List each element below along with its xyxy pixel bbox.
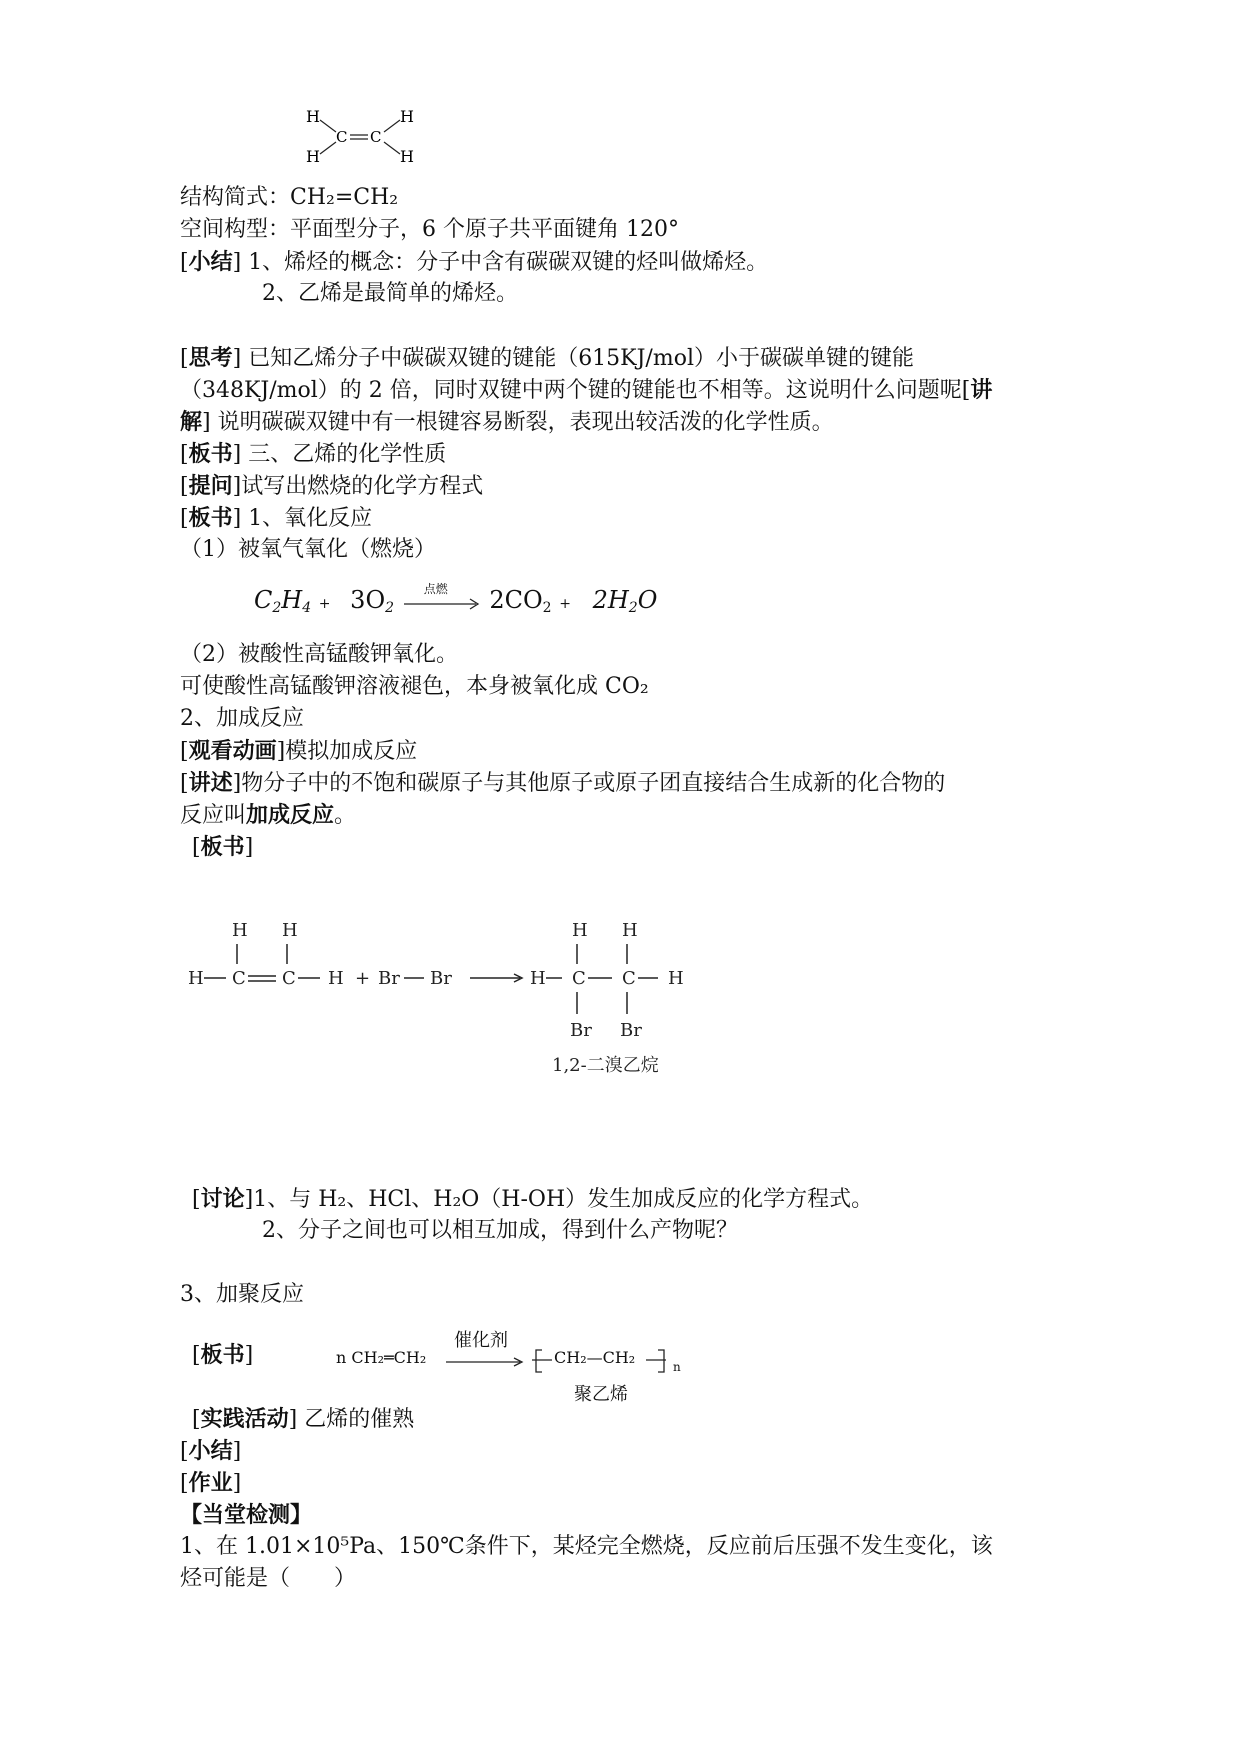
board2-text: 1、氧化反应 [248, 506, 373, 531]
addition-board-line: [板书] [192, 834, 254, 860]
explain-line1: [讲述]物分子中的不饱和碳原子与其他原子或原子团直接结合生成新的化合物的 [180, 770, 946, 796]
summary1-item2: 2、乙烯是最简单的烯烃。 [262, 281, 518, 306]
structural-formula-line [180, 183, 398, 213]
check-q1-line1: 1、在 1.01×10⁵Pa、150℃条件下，某烃完全燃烧，反应前后压强不发生变化，该 [180, 1534, 993, 1559]
eq-c-sub: 2 [272, 600, 282, 616]
svg-text:H: H [668, 968, 684, 989]
geometry-label: 空间构型： [180, 217, 291, 242]
addition-board-tag: 板书 [200, 834, 245, 860]
question-text: 试写出燃烧的化学方程式 [241, 474, 484, 499]
polyethylene-name: 聚乙烯 [574, 1384, 628, 1405]
polymerization-equation [336, 1326, 716, 1406]
eq-o2-sub: 2 [385, 600, 395, 616]
svg-text:C: C [622, 968, 636, 989]
think-tag: 思考 [188, 345, 233, 371]
geometry-line [180, 215, 679, 245]
practice-text: 乙烯的催熟 [304, 1407, 415, 1432]
polymer-catalyst: 催化剂 [454, 1330, 508, 1351]
board2-tag: 板书 [188, 505, 233, 531]
eq-plus2: + [559, 596, 571, 612]
discussion-item2: 2、分子之间也可以相互加成，得到什么产物呢？ [262, 1218, 738, 1243]
svg-text:Br: Br [378, 968, 400, 989]
watch-line: [观看动画]模拟加成反应 [180, 738, 418, 764]
polymer-product: CH₂—CH₂ [554, 1348, 636, 1367]
polymer-reactant: n CH₂═CH₂ [336, 1348, 427, 1367]
practice-tag: 实践活动 [200, 1406, 289, 1432]
atom-c-left: C [336, 128, 348, 146]
structural-formula: CH₂=CH₂ [290, 185, 399, 210]
svg-text:H: H [622, 920, 638, 941]
svg-text:H: H [282, 920, 298, 941]
summary1-item1: [小结] 1、烯烃的概念：分子中含有碳碳双键的烃叫做烯烃。 [180, 249, 769, 275]
explain-tag: 讲述 [188, 770, 233, 796]
discussion-item1-text: 1、与 H₂、HCl、H₂O（H-OH）发生加成反应的化学方程式。 [253, 1187, 874, 1212]
practice-line: [实践活动] 乙烯的催熟 [192, 1406, 415, 1432]
explain-tag-part1: 讲 [970, 377, 993, 403]
eq-h-sub: 4 [302, 600, 312, 616]
explain-line2 [180, 800, 356, 831]
eq-h2o-sub: 2 [628, 600, 638, 616]
eq-condition: 点燃 [423, 581, 448, 596]
geometry-text: 平面型分子，6 个原子共平面键角 120° [290, 217, 679, 242]
eq-c: C [254, 586, 273, 614]
think-line2 [180, 375, 992, 406]
board1-text: 三、乙烯的化学性质 [248, 442, 447, 467]
summary2-tag: 小结 [188, 1438, 233, 1464]
discussion-item1: [讨论]1、与 H₂、HCl、H₂O（H-OH）发生加成反应的化学方程式。 [192, 1186, 874, 1212]
polymer-bracket-left [530, 1346, 554, 1376]
board1-line: [板书] 三、乙烯的化学性质 [180, 441, 447, 467]
discussion-tag: 讨论 [200, 1186, 245, 1212]
oxidation-sub2-detail: 可使酸性高锰酸钾溶液褪色，本身被氧化成 CO₂ [180, 674, 649, 699]
eq-arrow [402, 581, 482, 612]
eq-h2o-o: O [637, 586, 658, 614]
think-line3 [180, 407, 834, 438]
question-tag: 提问 [188, 473, 233, 499]
polymer-arrow [446, 1356, 526, 1368]
think-line1: [思考] 已知乙烯分子中碳碳双键的键能（615KJ/mol）小于碳碳单键的键能 [180, 345, 914, 371]
svg-text:H: H [328, 968, 344, 989]
ethylene-structure-diagram [300, 104, 430, 168]
svg-text:+: + [355, 968, 371, 989]
svg-text:Br: Br [620, 1020, 642, 1041]
svg-text:Br: Br [430, 968, 452, 989]
svg-text:H: H [232, 920, 248, 941]
atom-c-right: C [370, 128, 382, 146]
explain-line1-text: 物分子中的不饱和碳原子与其他原子或原子团直接结合生成新的化合物的 [241, 771, 946, 796]
eq-h: H [281, 586, 303, 614]
board1-tag: 板书 [188, 441, 233, 467]
watch-text: 模拟加成反应 [285, 739, 418, 764]
think-line3-text: ] 说明碳碳双键中有一根键容易断裂，表现出较活泼的化学性质。 [202, 410, 834, 435]
svg-text:C: C [282, 968, 296, 989]
polymer-board-tag: 板书 [200, 1342, 245, 1368]
summary2-line: [小结] [180, 1438, 242, 1464]
addition-title: 2、加成反应 [180, 706, 304, 731]
polymer-n: n [673, 1360, 681, 1374]
watch-tag: 观看动画 [188, 738, 277, 764]
atom-h-bottom-left: H [306, 147, 320, 166]
svg-text:Br: Br [570, 1020, 592, 1041]
oxidation-sub1: （1）被氧气氧化（燃烧） [180, 537, 436, 562]
polymerization-title: 3、加聚反应 [180, 1282, 304, 1307]
atom-h-top-left: H [306, 107, 320, 126]
svg-text:H: H [572, 920, 588, 941]
homework-line: [作业] [180, 1470, 242, 1496]
eq-o2: 3O [350, 586, 386, 614]
eq-co2-sub: 2 [542, 600, 552, 616]
board2-line: [板书] 1、氧化反应 [180, 505, 373, 531]
think-line1-text: 已知乙烯分子中碳碳双键的键能（615KJ/mol）小于碳碳单键的键能 [248, 346, 914, 371]
eq-h2o-h: 2H [592, 586, 629, 614]
oxidation-sub2: （2）被酸性高锰酸钾氧化。 [180, 642, 458, 667]
summary1-item1-text: 1、烯烃的概念：分子中含有碳碳双键的烃叫做烯烃。 [248, 250, 769, 275]
dibromoethane-name: 1,2-二溴乙烷 [552, 1055, 659, 1076]
svg-text:H: H [530, 968, 546, 989]
svg-text:H: H [188, 968, 204, 989]
atom-h-top-right: H [400, 107, 414, 126]
homework-tag: 作业 [188, 1470, 233, 1496]
check-title: 【当堂检测】 [180, 1502, 313, 1528]
think-line2-text: （348KJ/mol）的 2 倍，同时双键中两个键的键能也不相等。这说明什么问题呢[ [180, 378, 971, 403]
explain-line2-c: 。 [334, 803, 357, 828]
polymer-board-line: [板书] [192, 1342, 254, 1368]
structural-formula-label: 结构简式： [180, 185, 291, 210]
polymer-bracket-right [646, 1346, 672, 1376]
eq-co2: 2CO [489, 586, 543, 614]
bromine-addition-diagram [180, 918, 710, 1078]
summary1-tag: 小结 [188, 249, 233, 275]
svg-text:C: C [572, 968, 586, 989]
svg-text:C: C [232, 968, 246, 989]
explain-line2-bold: 加成反应 [246, 802, 335, 828]
combustion-equation [254, 581, 658, 616]
atom-h-bottom-right: H [400, 147, 414, 166]
eq-plus1: + [318, 596, 331, 612]
check-q1-line2: 烃可能是（ ） [180, 1566, 357, 1591]
question-line: [提问]试写出燃烧的化学方程式 [180, 473, 484, 499]
explain-tag-part2: 解 [180, 409, 203, 435]
explain-line2-a: 反应叫 [180, 803, 247, 828]
